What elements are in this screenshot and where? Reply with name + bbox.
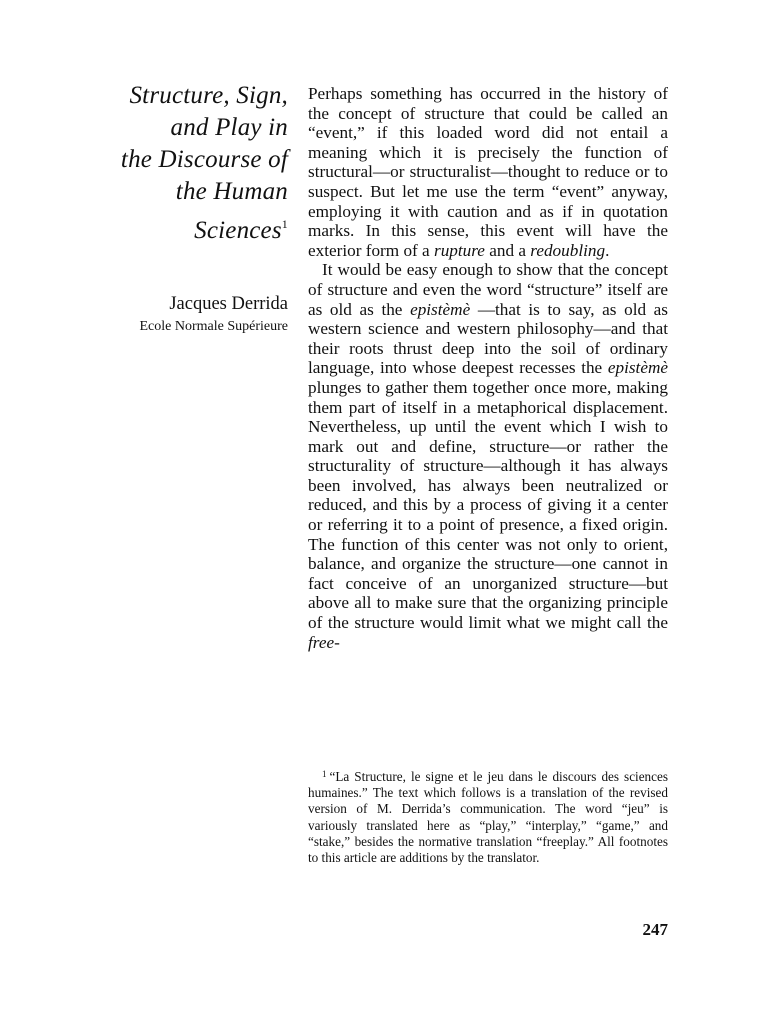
page-number: 247 — [642, 920, 668, 939]
author-name: Jacques Derrida — [169, 294, 288, 314]
paragraph-2 — [308, 260, 668, 652]
term-free: free- — [308, 632, 340, 652]
title-line-3: the Discourse of — [120, 146, 288, 173]
title-line-5-text: Sciences — [194, 217, 282, 244]
term-episteme-2: epistèmè — [607, 358, 668, 378]
title-line-1: Structure, Sign, — [129, 82, 288, 109]
term-episteme-1: epistèmè — [410, 299, 471, 319]
p1-end: . — [605, 240, 610, 260]
p2-text-a: It would be easy enough to show that the concept of structure and even the word “structure” itself are as old as the — [308, 260, 668, 319]
body-text — [308, 84, 668, 652]
paragraph-1 — [308, 84, 668, 260]
article-header — [90, 80, 288, 337]
footnote-text: “La Structure, le signe et le jeu dans le discours des sciences humaines.” The text which follows is a translation of the revised version of M. Derrida’s communication. The word “jeu” is variously translated here as “play,” “interplay,” “game,” and “stake,” besides the normative translation “freeplay.” All footnotes to this article are additions by the translator. — [308, 769, 668, 866]
p1-conjunction: and a — [484, 240, 531, 260]
title-footnote-marker[interactable]: 1 — [281, 217, 288, 231]
article-title — [90, 80, 288, 247]
term-rupture: rupture — [434, 240, 485, 260]
title-line-2: and Play in — [170, 114, 288, 141]
p2-text-b: —that is to say, as old as western science and western philosophy—and that their roots thrust deep into the soil of ordinary language, into whose deepest recesses the — [308, 299, 668, 378]
title-line-5 — [90, 208, 288, 247]
term-redoubling: redoubling — [530, 240, 606, 260]
title-line-4: the Human — [175, 178, 288, 205]
footnote — [308, 766, 668, 866]
author-affiliation: Ecole Normale Supérieure — [139, 319, 288, 334]
footnote-marker: 1 — [322, 769, 327, 779]
p1-text: Perhaps something has occurred in the history of the concept of structure that could be called an “event,” if this loaded word did not entail a meaning which it is precisely the function of structural—or structuralist—thought to reduce or to suspect. But let me use the term “event” anyway, employing it with caution and as if in quotation marks. In this sense, this event will have the exterior form of a — [308, 84, 668, 260]
p2-text-c: plunges to gather them together once more, making them part of itself in a metaphorical displacement. Nevertheless, up until the event which I wish to mark out and define, structure—or rather the structurality of structure—although it has always been involved, has always been neutralized or reduced, and this by a process of giving it a center or referring it to a point of presence, a fixed origin. The function of this center was not only to orient, balance, and organize the structure—one cannot in fact conceive of an unorganized structure—but above all to make sure that the organizing principle of the structure would limit what we might call the — [308, 377, 668, 633]
